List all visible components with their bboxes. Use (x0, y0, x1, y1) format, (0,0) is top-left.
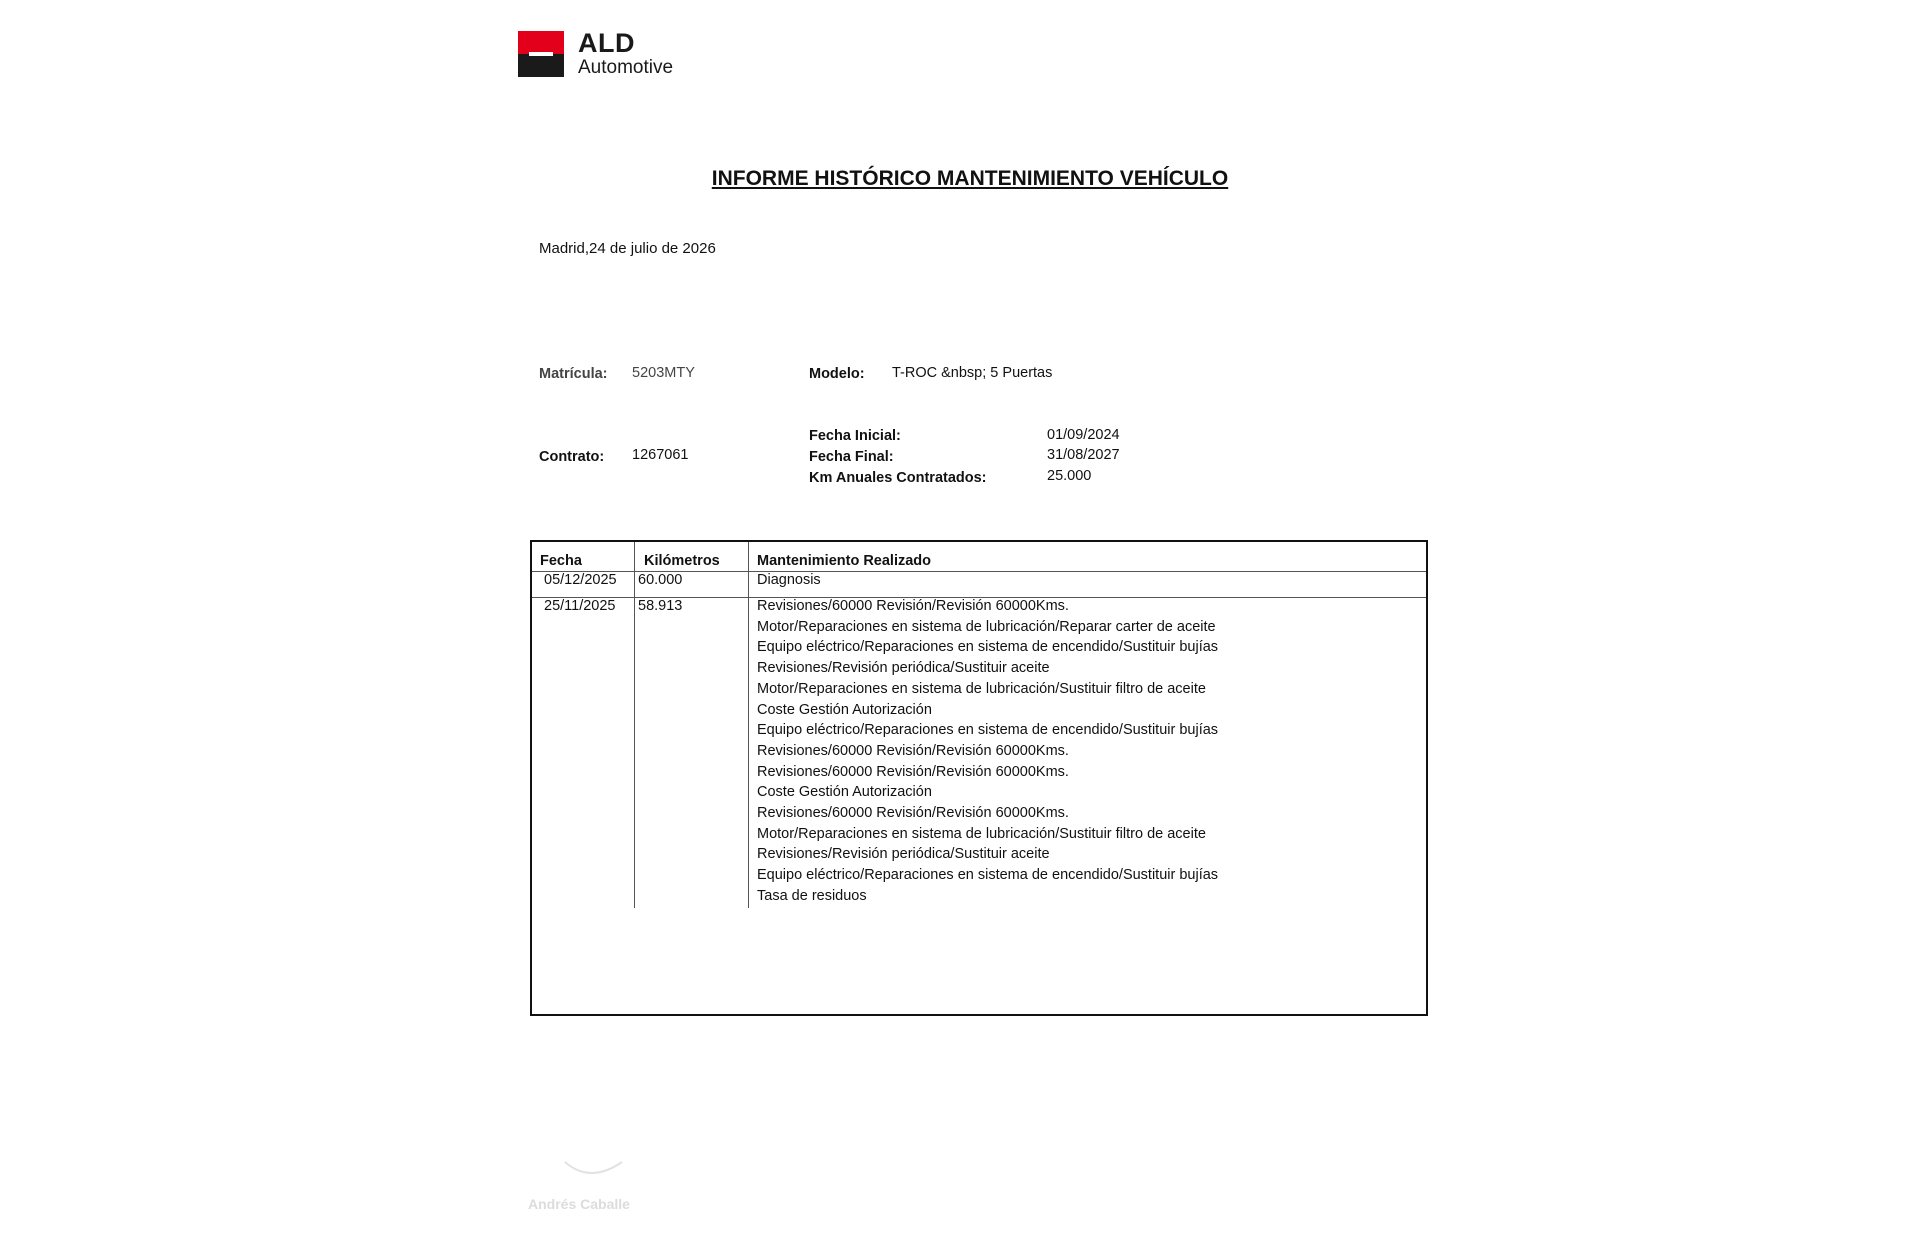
list-item: Motor/Reparaciones en sistema de lubricación/Sustituir filtro de aceite (757, 680, 1206, 697)
list-item: Revisiones/60000 Revisión/Revisión 60000Kms. (757, 598, 1069, 614)
maintenance-table (530, 540, 1428, 1016)
list-item: Revisiones/60000 Revisión/Revisión 60000Kms. (757, 805, 1069, 822)
place: Madrid, (539, 240, 590, 257)
list-item: Equipo eléctrico/Reparaciones en sistema de encendido/Sustituir bujías (757, 722, 1219, 739)
header-kilometros: Kilómetros (644, 553, 720, 569)
fecha-final-label: Fecha Final: (809, 449, 894, 465)
signature-icon (560, 1142, 660, 1182)
matricula-label: Matrícula: (539, 366, 608, 382)
row-1-fecha: 05/12/2025 (544, 572, 617, 588)
row-1-item: Diagnosis (757, 572, 821, 588)
date: 24 de julio de 2026 (589, 240, 716, 257)
row-1-km: 60.000 (638, 572, 683, 588)
contrato-value: 1267061 (632, 447, 689, 463)
header-fecha: Fecha (540, 553, 582, 569)
document-title: INFORME HISTÓRICO MANTENIMIENTO VEHÍCULO (711, 167, 1229, 190)
place-date (539, 240, 716, 257)
logo-subtitle: Automotive (578, 57, 674, 78)
list-item: Equipo eléctrico/Reparaciones en sistema de encendido/Sustituir bujías (757, 867, 1219, 884)
header-mantenimiento: Mantenimiento Realizado (757, 553, 932, 569)
list-item: Motor/Reparaciones en sistema de lubricación/Sustituir filtro de aceite (757, 825, 1206, 842)
km-anuales-label: Km Anuales Contratados: (809, 470, 987, 486)
list-item: Revisiones/Revisión periódica/Sustituir aceite (757, 846, 1050, 863)
row-2-maintenance-list (757, 596, 1218, 907)
fecha-inicial-value: 01/09/2024 (1047, 427, 1120, 443)
fecha-final-value: 31/08/2027 (1047, 447, 1120, 463)
matricula-value: 5203MTY (632, 365, 695, 381)
list-item: Coste Gestión Autorización (757, 784, 932, 801)
modelo-label: Modelo: (809, 366, 865, 382)
row-2-km: 58.913 (638, 598, 683, 614)
list-item: Revisiones/60000 Revisión/Revisión 60000Kms. (757, 763, 1069, 780)
ald-logo-mark (518, 31, 564, 77)
list-item: Revisiones/Revisión periódica/Sustituir aceite (757, 660, 1050, 677)
list-item: Tasa de residuos (757, 887, 867, 904)
row-2-fecha: 25/11/2025 (544, 598, 616, 614)
list-item: Motor/Reparaciones en sistema de lubricación/Reparar carter de aceite (757, 618, 1216, 635)
signer-name: Andrés Caballe (528, 1196, 630, 1212)
modelo-value: T-ROC &nbsp; 5 Puertas (892, 365, 1053, 381)
list-item: Equipo eléctrico/Reparaciones en sistema de encendido/Sustituir bujías (757, 639, 1219, 656)
logo-brand: ALD (578, 28, 635, 58)
contrato-label: Contrato: (539, 449, 605, 465)
list-item: Revisiones/60000 Revisión/Revisión 60000Kms. (757, 742, 1069, 759)
list-item: Coste Gestión Autorización (757, 701, 932, 718)
km-anuales-value: 25.000 (1047, 468, 1092, 484)
fecha-inicial-label: Fecha Inicial: (809, 428, 901, 444)
